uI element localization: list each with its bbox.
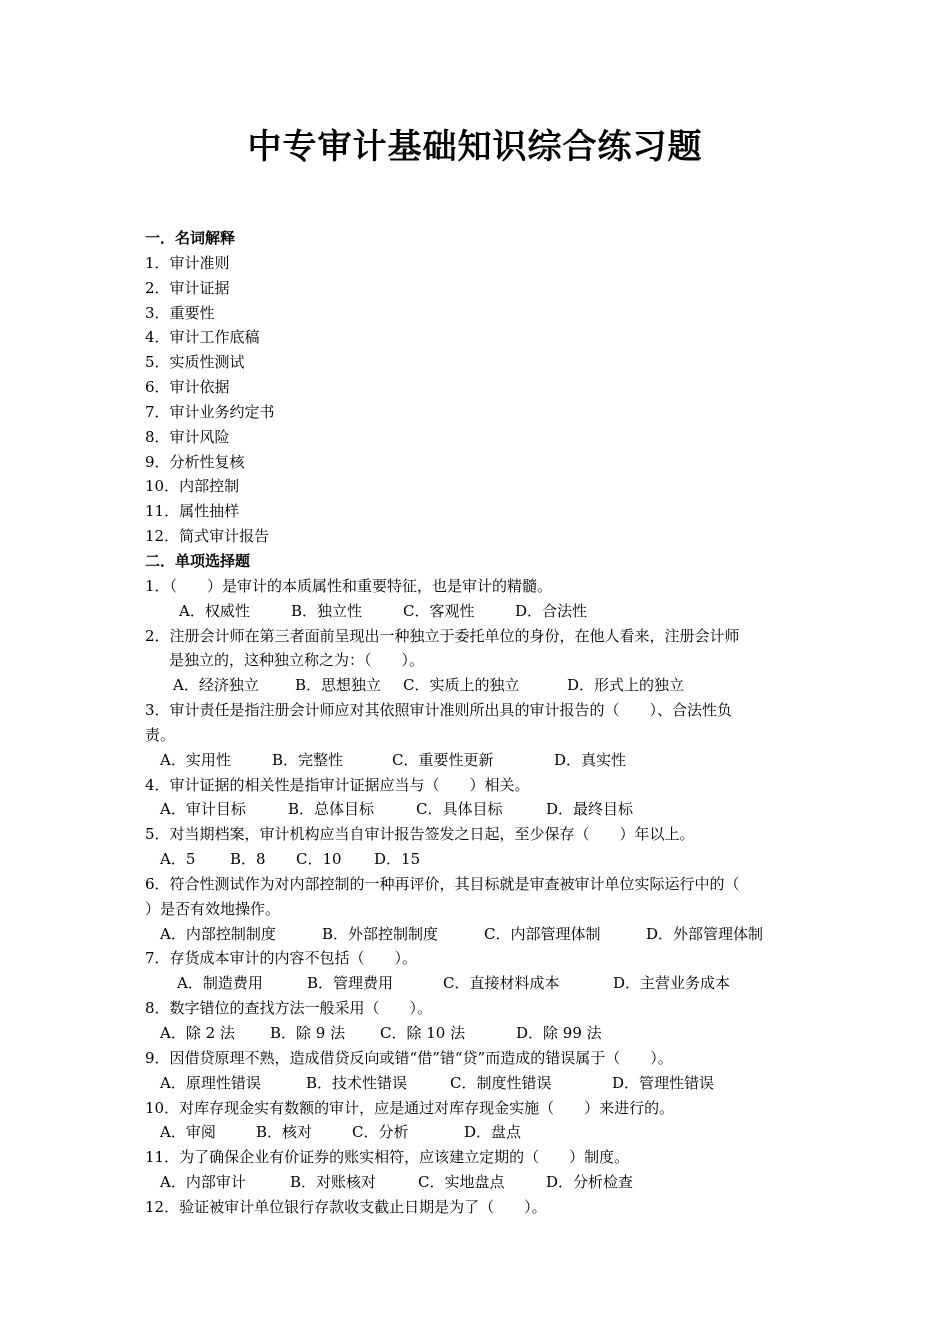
option: A．内部审计 xyxy=(160,1173,246,1192)
option: D．盘点 xyxy=(464,1123,522,1142)
option: B．核对 xyxy=(256,1123,313,1142)
option: D．外部管理体制 xyxy=(646,924,764,943)
option: B．技术性错误 xyxy=(306,1073,408,1092)
question-text: 10．对库存现金实有数额的审计，应是通过对库存现金实施（ ）来进行的。 xyxy=(145,1098,675,1117)
option: D．形式上的独立 xyxy=(567,676,685,695)
option: A．审阅 xyxy=(160,1123,216,1142)
question-text: 8．数字错位的查找方法一般采用（ ）。 xyxy=(145,999,433,1018)
option: C．分析 xyxy=(352,1123,409,1142)
term-item: 9．分析性复核 xyxy=(145,452,245,471)
option: A．经济独立 xyxy=(173,676,259,695)
document-body xyxy=(145,226,810,1220)
option: A．原理性错误 xyxy=(160,1073,261,1092)
option: D．主营业务成本 xyxy=(613,974,731,993)
question-text-continued: 是独立的，这种独立称之为：（ ）。 xyxy=(169,651,425,670)
option: D．管理性错误 xyxy=(612,1073,715,1092)
option: B．除 9 法 xyxy=(270,1024,346,1042)
question-options xyxy=(145,1170,810,1195)
term-item: 3．重要性 xyxy=(145,303,215,322)
question-options xyxy=(145,1021,810,1046)
question-text: 2．注册会计师在第三者面前呈现出一种独立于委托单位的身份，在他人看来，注册会计师 xyxy=(145,626,740,645)
option: C．客观性 xyxy=(403,601,475,620)
document-title: 中专审计基础知识综合练习题 xyxy=(247,127,703,167)
option: B．外部控制制度 xyxy=(322,924,439,943)
question-options xyxy=(145,673,810,698)
question-text: 6．符合性测试作为对内部控制的一种再评价，其目标就是审查被审计单位实际运行中的（ xyxy=(145,874,740,893)
option: B．完整性 xyxy=(272,750,344,769)
question-text-continued: ）是否有效地操作。 xyxy=(145,899,281,918)
question-options xyxy=(145,1120,810,1145)
term-item: 2．审计证据 xyxy=(145,278,230,297)
option: D．分析检查 xyxy=(546,1173,634,1192)
question-options xyxy=(145,1071,810,1096)
term-item: 1．审计准则 xyxy=(145,253,230,272)
option: C．除 10 法 xyxy=(380,1024,466,1042)
question-options xyxy=(145,847,810,872)
question-options xyxy=(145,922,810,947)
option: A．权威性 xyxy=(179,601,250,620)
option: D．最终目标 xyxy=(546,800,634,819)
option: A．审计目标 xyxy=(160,800,246,819)
question-options xyxy=(145,748,810,773)
option: C．直接材料成本 xyxy=(443,974,560,993)
question-text: 11．为了确保企业有价证券的账实相符，应该建立定期的（ ）制度。 xyxy=(145,1148,630,1167)
question-text: 5．对当期档案，审计机构应当自审计报告签发之日起，至少保存（ ）年以上。 xyxy=(145,825,695,844)
option: C．内部管理体制 xyxy=(484,924,601,943)
option: D．15 xyxy=(374,850,421,869)
question-text: 7．存货成本审计的内容不包括（ ）。 xyxy=(145,949,418,968)
option: A．5 xyxy=(160,850,196,869)
question-text: 12．验证被审计单位银行存款收支截止日期是为了（ ）。 xyxy=(145,1197,547,1216)
option: C．实质上的独立 xyxy=(403,676,520,695)
option: A．实用性 xyxy=(160,750,231,769)
question-text: 3．审计责任是指注册会计师应对其依照审计准则所出具的审计报告的（ ）、合法性负 xyxy=(145,701,733,720)
option: D．合法性 xyxy=(515,601,588,620)
question-text: 9．因借贷原理不熟，造成借贷反向或错“借”错“贷”而造成的错误属于（ ）。 xyxy=(145,1048,673,1067)
option: A．内部控制制度 xyxy=(160,924,276,943)
option: B．对账核对 xyxy=(290,1173,377,1192)
option: C．具体目标 xyxy=(416,800,503,819)
option: B．独立性 xyxy=(291,601,363,620)
term-item: 4．审计工作底稿 xyxy=(145,328,260,347)
option: B．8 xyxy=(230,850,266,869)
option: B．管理费用 xyxy=(307,974,394,993)
option: C．制度性错误 xyxy=(450,1073,552,1092)
term-item: 6．审计依据 xyxy=(145,378,230,397)
option: C．实地盘点 xyxy=(418,1173,505,1192)
term-item: 11．属性抽样 xyxy=(145,502,240,521)
option: B．思想独立 xyxy=(295,676,382,695)
option: A．制造费用 xyxy=(177,974,263,993)
question-options xyxy=(145,797,810,822)
option: D．除 99 法 xyxy=(516,1024,602,1042)
term-item: 12．简式审计报告 xyxy=(145,527,270,546)
section-heading-choice: 二．单项选择题 xyxy=(145,551,251,570)
option: D．真实性 xyxy=(554,750,627,769)
option: B．总体目标 xyxy=(288,800,375,819)
option: A．除 2 法 xyxy=(160,1024,235,1042)
term-item: 8．审计风险 xyxy=(145,427,230,446)
term-item: 7．审计业务约定书 xyxy=(145,402,275,421)
option: C．10 xyxy=(296,850,342,869)
question-text-continued: 责。 xyxy=(145,725,176,744)
question-options xyxy=(145,599,810,624)
option: C．重要性更新 xyxy=(392,750,494,769)
question-text: 1．（ ）是审计的本质属性和重要特征，也是审计的精髓。 xyxy=(145,576,553,595)
question-options xyxy=(145,971,810,996)
term-item: 10．内部控制 xyxy=(145,477,240,496)
term-item: 5．实质性测试 xyxy=(145,353,245,372)
section-heading-terms: 一．名词解释 xyxy=(145,229,236,247)
question-text: 4．审计证据的相关性是指审计证据应当与（ ）相关。 xyxy=(145,775,530,794)
